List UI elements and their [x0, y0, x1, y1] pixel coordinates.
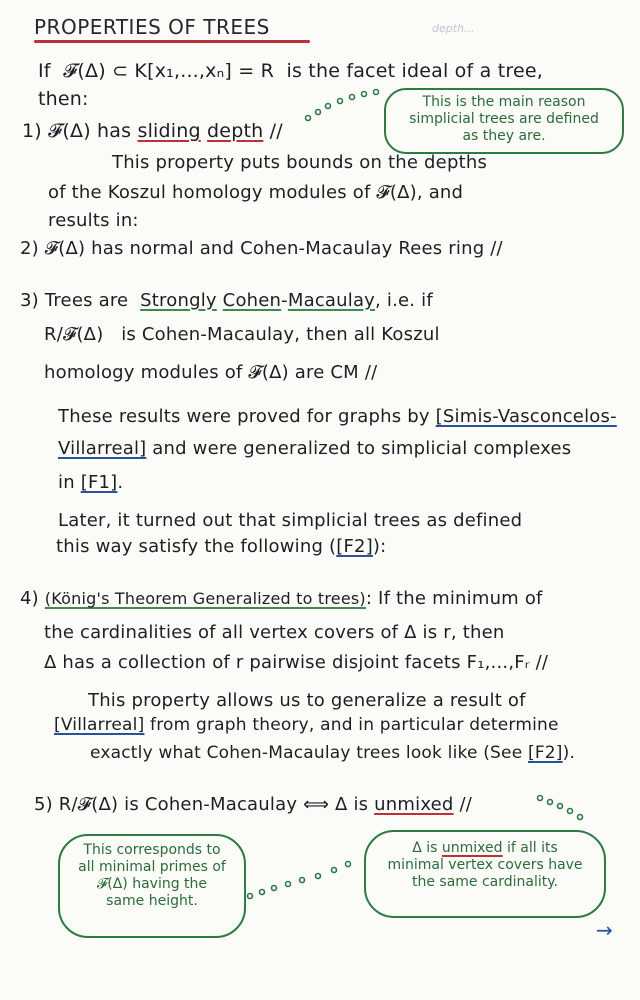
- item-2-text: 𝓕(Δ) has normal and Cohen-Macaulay Rees ring: [44, 238, 485, 259]
- item-3-post: , i.e. if: [375, 290, 433, 311]
- item-1-note-line: simplicial trees are defined: [409, 111, 599, 127]
- item-5-right-note-unmixed: unmixed: [441, 840, 503, 856]
- intro-ideal: 𝓕(Δ) ⊂ K[x₁,...,xₙ] = R: [63, 60, 274, 82]
- item-3-cohen: Cohen: [222, 290, 282, 311]
- item-5-number: 5): [34, 794, 53, 815]
- item-5-left-note-line: 𝓕(Δ) having the: [96, 876, 208, 892]
- item-3-line-3: [44, 362, 377, 384]
- item-4-explain-3-post: ).: [562, 743, 576, 763]
- intro-line-1: [38, 60, 543, 82]
- item-5-right-note-cloud: [364, 830, 606, 918]
- item-1-explain-1: This property puts bounds on the depths: [112, 152, 488, 173]
- results-ref-1a: [Simis-Vasconcelos-: [435, 406, 617, 427]
- item-3-strongly: Strongly: [140, 290, 217, 311]
- item-1-note-line: as they are.: [462, 128, 546, 144]
- results-line-2: [58, 438, 571, 460]
- later-line-1: Later, it turned out that simplicial trees as defined: [58, 510, 523, 531]
- item-4-line-1: [20, 588, 543, 610]
- intro-line-2: then:: [38, 88, 89, 110]
- item-5-left-note-line: This corresponds to: [83, 842, 221, 858]
- item-4-mark: //: [535, 652, 549, 673]
- results-line-1-text: These results were proved for graphs by: [58, 406, 430, 427]
- results-line-3-post: .: [117, 472, 124, 493]
- item-5-right-note-line-2: minimal vertex covers have: [387, 857, 583, 873]
- item-1-note-line: This is the main reason: [422, 94, 586, 110]
- results-line-3: [58, 472, 123, 494]
- item-1-sliding: sliding: [137, 120, 201, 142]
- later-line-2-post: ):: [372, 536, 387, 557]
- item-3-dash: -: [281, 290, 288, 311]
- item-2-number: 2): [20, 238, 39, 259]
- item-4-explain-3: [90, 742, 575, 764]
- item-1-explain-2: of the Koszul homology modules of 𝓕(Δ), and: [48, 182, 464, 203]
- item-5-right-note-line-1: [366, 840, 604, 857]
- item-4-explain-3-pre: exactly what Cohen-Macaulay trees look like (See: [90, 743, 523, 763]
- later-ref: [F2]: [336, 536, 373, 557]
- item-1-number: 1): [22, 120, 42, 142]
- results-ref-1b: Villarreal]: [58, 438, 147, 459]
- item-4-line-3-text: Δ has a collection of r pairwise disjoint facets F₁,...,Fᵣ: [44, 652, 530, 673]
- item-5-unmixed: unmixed: [374, 794, 454, 815]
- item-1-explain-3: results in:: [48, 210, 139, 231]
- next-page-arrow-icon: →: [596, 918, 613, 942]
- item-5-line: [34, 794, 472, 816]
- item-5-left-note-line: all minimal primes of: [78, 859, 226, 875]
- item-1-note-cloud: [384, 88, 624, 154]
- item-4-explain-1: This property allows us to generalize a result of: [88, 690, 526, 711]
- faint-note: depth...: [432, 22, 475, 35]
- item-5-mark: //: [459, 794, 472, 815]
- item-5-left-note-line: same height.: [106, 893, 198, 909]
- item-2-mark: //: [490, 238, 503, 259]
- results-line-2-text: and were generalized to simplicial complexes: [152, 438, 572, 459]
- later-line-2: [56, 536, 386, 558]
- item-1-depth: depth: [207, 120, 264, 142]
- item-4-theorem: (König's Theorem Generalized to trees): [44, 589, 366, 608]
- results-line-1: [58, 406, 617, 428]
- item-3-line-1: [20, 290, 433, 312]
- title-underline: [34, 40, 310, 43]
- item-4-line-1-rest: : If the minimum of: [365, 588, 543, 609]
- item-3-pre: Trees are: [44, 290, 129, 311]
- item-5-left-note-cloud: [58, 834, 246, 938]
- intro-rest: is the facet ideal of a tree,: [286, 60, 543, 82]
- item-5-right-note-line-3: the same cardinality.: [411, 874, 559, 890]
- item-3-mark: //: [364, 362, 378, 383]
- item-3-line-2-rest: is Cohen-Macaulay, then all Koszul: [121, 324, 440, 345]
- intro-if: If: [38, 60, 51, 82]
- item-4-ref-f2: [F2]: [527, 743, 563, 763]
- item-1-mark: //: [269, 120, 283, 142]
- item-3-quotient: R/𝓕(Δ): [44, 324, 104, 345]
- item-5-right-note-post: if all its: [507, 840, 558, 856]
- item-3-line-2: [44, 324, 440, 346]
- item-3-macaulay: Macaulay: [287, 290, 376, 311]
- item-3-number: 3): [20, 290, 39, 311]
- item-4-line-2: the cardinalities of all vertex covers of Δ is r, then: [44, 622, 505, 643]
- item-4-explain-2: [54, 714, 559, 736]
- results-line-3-pre: in: [58, 472, 75, 493]
- item-4-ref-villarreal: [Villarreal]: [54, 715, 145, 735]
- item-1-line: [22, 120, 283, 142]
- page-title: PROPERTIES OF TREES: [34, 15, 270, 39]
- item-2-line: [20, 238, 503, 260]
- later-line-2-pre: this way satisfy the following (: [56, 536, 337, 557]
- item-3-line-3-text: homology modules of 𝓕(Δ) are CM: [44, 362, 359, 383]
- item-5-right-note-pre: Δ is: [412, 840, 438, 856]
- item-4-number: 4): [20, 588, 39, 609]
- item-1-pre: 𝓕(Δ) has: [48, 120, 132, 142]
- results-ref-2: [F1]: [80, 472, 118, 493]
- item-4-explain-2-rest: from graph theory, and in particular determine: [150, 715, 559, 735]
- item-5-pre: R/𝓕(Δ) is Cohen-Macaulay ⟺ Δ is: [58, 794, 369, 815]
- item-4-line-3: [44, 652, 548, 674]
